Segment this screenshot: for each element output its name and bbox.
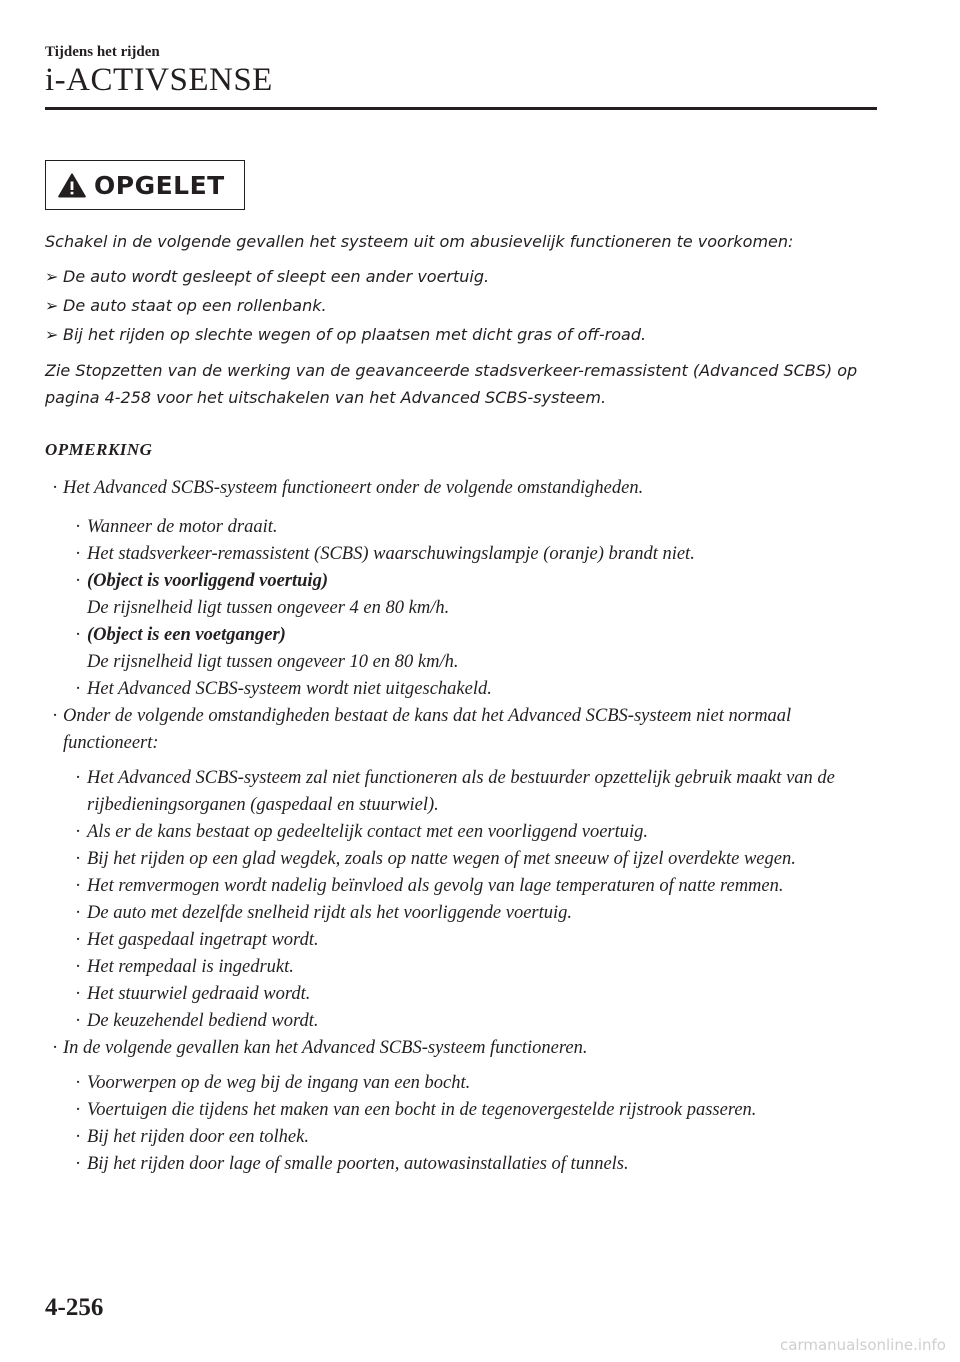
note-subitem: · (Object is voorliggend voertuig) De rijsnelheid ligt tussen ongeveer 4 en 80 km/h. [45,568,885,622]
bullet-dot-icon: · [75,571,82,591]
bullet-dot-icon: · [75,544,82,564]
warning-triangle-icon [58,173,86,198]
caution-label: OPGELET [94,170,225,200]
page-number: 4-256 [45,1294,104,1321]
notes-list [45,475,885,1178]
chapter-title: i-ACTIVSENSE [45,62,273,98]
bullet-dot-icon: · [75,1100,82,1120]
bullet-dot-icon: · [75,679,82,699]
note-subitem: · Bij het rijden door een tolhek. [45,1124,885,1151]
caution-box [45,160,245,210]
note-subitem: · Wanneer de motor draait. [45,514,885,541]
note-item: · Onder de volgende omstandigheden bestaat de kans dat het Advanced SCBS-systeem niet normaal functioneert: [45,703,885,757]
arrow-bullet-icon: ➢ [45,267,59,286]
note-subitem: · De keuzehendel bediend wordt. [45,1008,885,1035]
note-condition: (Object is voorliggend voertuig) [87,571,328,591]
note-subitem: · Het remvermogen wordt nadelig beïnvloed als gevolg van lage temperaturen of natte remmen. [45,873,885,900]
header-rule [45,107,877,110]
caution-item: ➢ De auto wordt gesleept of sleept een ander voertuig. [45,262,646,291]
note-subitem: · Het Advanced SCBS-systeem wordt niet uitgeschakeld. [45,676,885,703]
section-label: Tijdens het rijden [45,44,160,60]
bullet-dot-icon: · [75,625,82,645]
caution-item: ➢ Bij het rijden op slechte wegen of op plaatsen met dicht gras of off-road. [45,320,646,349]
bullet-dot-icon: · [52,1038,59,1058]
bullet-dot-icon: · [75,517,82,537]
note-subitem: · Bij het rijden door lage of smalle poorten, autowasinstallaties of tunnels. [45,1151,885,1178]
bullet-dot-icon: · [75,957,82,977]
note-subitem: · De auto met dezelfde snelheid rijdt als het voorliggende voertuig. [45,900,885,927]
note-condition: (Object is een voetganger) [87,625,286,645]
note-subitem: · (Object is een voetganger) De rijsnelheid ligt tussen ongeveer 10 en 80 km/h. [45,622,885,676]
bullet-dot-icon: · [75,930,82,950]
note-subitem: · Het Advanced SCBS-systeem zal niet functioneren als de bestuurder opzettelijk gebruik maakt van de rijbedieningsorganen (gaspedaal en stuurwiel). [45,765,885,819]
arrow-bullet-icon: ➢ [45,296,59,315]
note-subitem: · Als er de kans bestaat op gedeeltelijk contact met een voorliggend voertuig. [45,819,885,846]
bullet-dot-icon: · [75,1154,82,1174]
note-item: · Het Advanced SCBS-systeem functioneert onder de volgende omstandigheden. [45,475,885,502]
bullet-dot-icon: · [75,1127,82,1147]
caution-list [45,262,646,349]
note-subitem: · Het gaspedaal ingetrapt wordt. [45,927,885,954]
arrow-bullet-icon: ➢ [45,325,59,344]
note-item: · In de volgende gevallen kan het Advanced SCBS-systeem functioneren. [45,1035,885,1062]
bullet-dot-icon: · [52,706,59,726]
caution-note: Zie Stopzetten van de werking van de geavanceerde stadsverkeer-remassistent (Advanced SCBS) op pagina 4-258 voor het uitschakelen van het Advanced SCBS-systeem. [45,361,858,407]
bullet-dot-icon: · [75,984,82,1004]
bullet-dot-icon: · [75,768,82,788]
note-subitem: · Het rempedaal is ingedrukt. [45,954,885,981]
bullet-dot-icon: · [75,822,82,842]
bullet-dot-icon: · [75,849,82,869]
note-subitem: · Voertuigen die tijdens het maken van een bocht in de tegenovergestelde rijstrook passeren. [45,1097,885,1124]
caution-intro: Schakel in de volgende gevallen het systeem uit om abusievelijk functioneren te voorkomen: [45,232,794,251]
note-subitem: · Het stuurwiel gedraaid wordt. [45,981,885,1008]
note-subitem: · Het stadsverkeer-remassistent (SCBS) waarschuwingslampje (oranje) brandt niet. [45,541,885,568]
caution-item: ➢ De auto staat op een rollenbank. [45,291,646,320]
notes-heading: OPMERKING [45,440,153,459]
bullet-dot-icon: · [75,1073,82,1093]
bullet-dot-icon: · [75,876,82,896]
note-subitem: · Voorwerpen op de weg bij de ingang van een bocht. [45,1070,885,1097]
bullet-dot-icon: · [75,1011,82,1031]
bullet-dot-icon: · [75,903,82,923]
bullet-dot-icon: · [52,478,59,498]
watermark: carmanualsonline.info [780,1336,946,1354]
note-subitem: · Bij het rijden op een glad wegdek, zoals op natte wegen of met sneeuw of ijzel overdekte wegen. [45,846,885,873]
